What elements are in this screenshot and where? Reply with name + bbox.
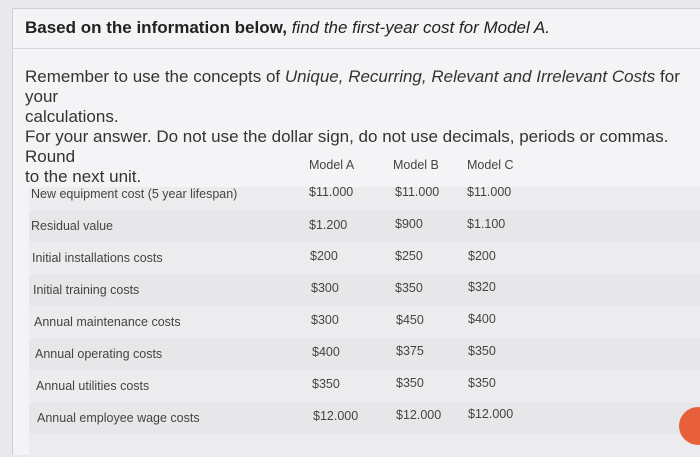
row-label: Initial installations costs [32,251,163,265]
cell-model-b: $11.000 [395,185,440,199]
cell-model-c: $200 [468,249,496,263]
cell-model-b: $350 [396,376,424,390]
row-label: Annual operating costs [35,347,163,361]
cell-model-b: $450 [396,313,424,327]
cell-model-a: $12.000 [313,409,359,423]
table-row [29,211,700,241]
row-label: Residual value [31,219,113,233]
question-italic-text: find the first-year cost for Model A. [291,18,550,37]
instructions-line1-italic: Unique, Recurring, Relevant and Irrelevant Costs [284,67,656,86]
cell-model-b: $350 [395,281,423,295]
column-header-model-b: Model B [393,158,439,172]
cell-model-a: $300 [311,313,339,327]
question-heading [25,17,685,39]
cell-model-c: $350 [468,376,496,390]
cell-model-a: $200 [310,249,338,263]
cell-model-a: $11.000 [309,185,354,199]
cell-model-c: $12.000 [468,407,514,421]
divider [13,48,700,49]
cell-model-b: $375 [396,344,424,358]
cell-model-c: $1.100 [467,217,506,231]
row-label: Initial training costs [33,283,140,297]
cell-model-a: $1.200 [309,218,348,232]
table-row [29,371,700,401]
table-row [29,339,700,369]
cell-model-c: $320 [468,280,496,294]
cell-model-c: $350 [468,344,496,358]
instructions-line3: For your answer. Do not use the dollar sign, do not use decimals, periods or commas. Round [25,127,669,166]
column-header-model-a: Model A [309,158,355,172]
cell-model-c: $400 [468,312,496,326]
table-row [29,275,700,305]
instructions-line1-pre: Remember to use the concepts of [25,67,281,86]
table-row [29,403,700,433]
instructions-line4: to the next unit. [25,167,142,186]
row-label: Annual employee wage costs [37,411,200,425]
cell-model-a: $400 [312,345,340,359]
row-label: Annual utilities costs [36,379,150,393]
instructions-line1-post: for your [25,67,680,106]
table-row [29,307,700,337]
cell-model-c: $11.000 [467,185,512,199]
table-row [29,179,700,209]
cell-model-b: $900 [395,217,423,231]
row-label: Annual maintenance costs [34,315,181,329]
instructions [25,67,700,187]
instructions-line2: calculations. [25,107,119,126]
row-label: New equipment cost (5 year lifespan) [31,187,238,201]
cell-model-b: $250 [395,249,423,263]
cell-model-b: $12.000 [396,408,442,422]
question-panel [12,8,700,455]
column-header-model-c: Model C [467,158,514,172]
cell-model-a: $300 [311,281,339,295]
table-row [29,243,700,273]
question-bold-text: Based on the information below, [25,18,287,37]
cell-model-a: $350 [312,377,340,391]
